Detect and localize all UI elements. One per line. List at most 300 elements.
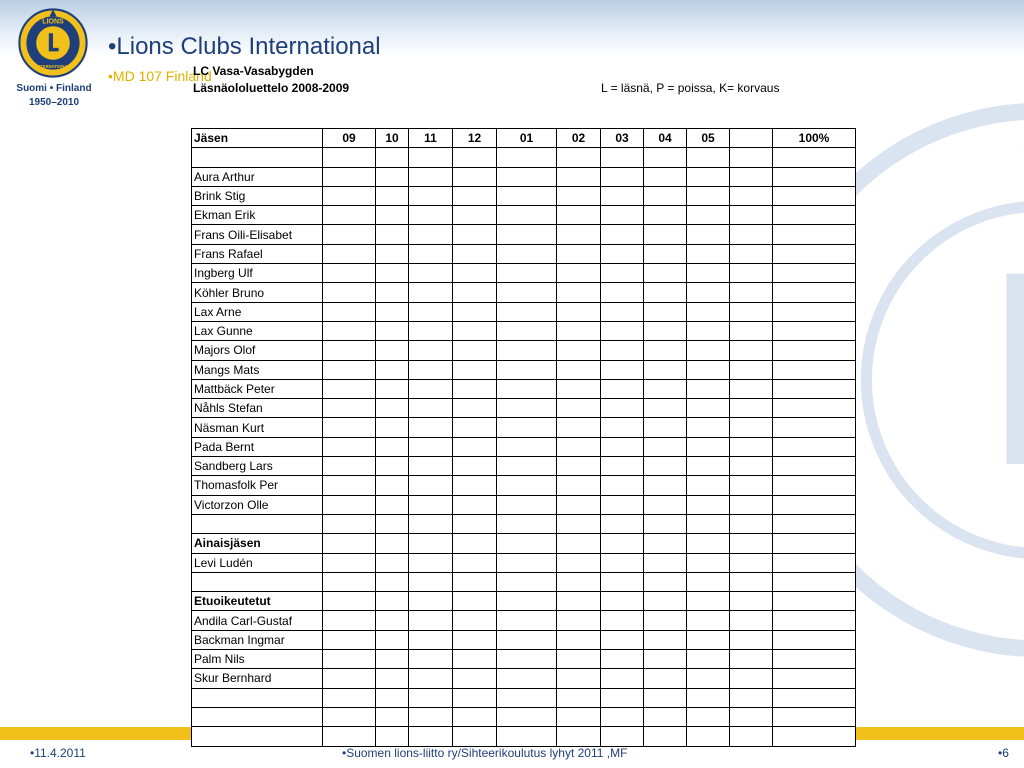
attendance-cell	[687, 283, 730, 302]
attendance-cell	[644, 592, 687, 611]
attendance-cell	[409, 264, 453, 283]
attendance-cell	[644, 418, 687, 437]
attendance-cell	[687, 553, 730, 572]
table-row	[192, 437, 856, 456]
attendance-cell	[773, 476, 856, 495]
attendance-cell	[601, 688, 644, 707]
attendance-cell	[773, 264, 856, 283]
attendance-cell	[730, 669, 773, 688]
attendance-cell	[644, 457, 687, 476]
attendance-cell	[323, 688, 376, 707]
attendance-cell	[409, 592, 453, 611]
member-name-cell: Levi Ludén	[192, 553, 323, 572]
club-name: LC Vasa-Vasabygden	[193, 64, 314, 78]
table-row	[192, 727, 856, 746]
attendance-cell	[687, 341, 730, 360]
attendance-cell	[773, 399, 856, 418]
attendance-cell	[644, 534, 687, 553]
attendance-cell	[730, 553, 773, 572]
attendance-cell	[323, 553, 376, 572]
attendance-cell	[773, 302, 856, 321]
attendance-cell	[323, 399, 376, 418]
attendance-cell	[497, 611, 557, 630]
attendance-cell	[557, 457, 601, 476]
attendance-cell	[453, 630, 497, 649]
attendance-cell	[601, 225, 644, 244]
attendance-cell	[376, 553, 409, 572]
attendance-cell	[376, 418, 409, 437]
attendance-cell	[323, 514, 376, 533]
attendance-cell	[644, 379, 687, 398]
attendance-cell	[601, 244, 644, 263]
attendance-cell	[601, 186, 644, 205]
attendance-cell	[323, 206, 376, 225]
attendance-cell	[773, 283, 856, 302]
attendance-cell	[601, 514, 644, 533]
logo-years: 1950–2010	[28, 97, 80, 108]
attendance-cell	[557, 688, 601, 707]
attendance-cell	[730, 283, 773, 302]
attendance-cell	[453, 360, 497, 379]
table-row	[192, 669, 856, 688]
attendance-cell	[453, 148, 497, 167]
attendance-cell	[453, 341, 497, 360]
attendance-cell	[644, 341, 687, 360]
attendance-cell	[557, 283, 601, 302]
logo-text: LIONS	[42, 18, 64, 26]
attendance-cell	[376, 283, 409, 302]
attendance-cell	[601, 148, 644, 167]
column-header	[730, 129, 773, 148]
attendance-cell	[730, 244, 773, 263]
attendance-cell	[557, 630, 601, 649]
attendance-cell	[453, 321, 497, 340]
attendance-cell	[409, 630, 453, 649]
member-name-cell: Majors Olof	[192, 341, 323, 360]
attendance-cell	[601, 167, 644, 186]
attendance-cell	[409, 476, 453, 495]
attendance-cell	[323, 630, 376, 649]
attendance-cell	[644, 399, 687, 418]
table-row	[192, 379, 856, 398]
column-header: 03	[601, 129, 644, 148]
column-header: 12	[453, 129, 497, 148]
attendance-cell	[497, 379, 557, 398]
attendance-cell	[453, 437, 497, 456]
attendance-cell	[376, 727, 409, 746]
attendance-cell	[644, 206, 687, 225]
attendance-cell	[557, 572, 601, 591]
attendance-cell	[601, 553, 644, 572]
attendance-cell	[644, 476, 687, 495]
attendance-cell	[376, 321, 409, 340]
attendance-cell	[601, 379, 644, 398]
logo-caption	[8, 82, 100, 110]
attendance-cell	[773, 630, 856, 649]
attendance-cell	[773, 592, 856, 611]
attendance-cell	[409, 572, 453, 591]
member-name-cell	[192, 572, 323, 591]
attendance-cell	[687, 379, 730, 398]
table-row	[192, 225, 856, 244]
attendance-cell	[376, 707, 409, 726]
attendance-cell	[376, 457, 409, 476]
attendance-cell	[557, 186, 601, 205]
attendance-cell	[323, 495, 376, 514]
attendance-cell	[323, 437, 376, 456]
attendance-cell	[730, 341, 773, 360]
attendance-cell	[773, 611, 856, 630]
attendance-cell	[497, 592, 557, 611]
table-row	[192, 399, 856, 418]
attendance-cell	[323, 283, 376, 302]
table-row	[192, 167, 856, 186]
attendance-cell	[497, 727, 557, 746]
attendance-cell	[323, 572, 376, 591]
attendance-cell	[687, 225, 730, 244]
attendance-cell	[497, 244, 557, 263]
member-name-cell: Nåhls Stefan	[192, 399, 323, 418]
attendance-cell	[409, 186, 453, 205]
attendance-cell	[497, 437, 557, 456]
attendance-cell	[687, 360, 730, 379]
attendance-cell	[601, 399, 644, 418]
attendance-cell	[730, 379, 773, 398]
member-name-cell: Backman Ingmar	[192, 630, 323, 649]
attendance-cell	[409, 650, 453, 669]
attendance-cell	[644, 688, 687, 707]
attendance-cell	[453, 572, 497, 591]
page-number: •6	[998, 746, 1009, 760]
attendance-cell	[409, 611, 453, 630]
attendance-cell	[730, 148, 773, 167]
attendance-cell	[730, 167, 773, 186]
table-row	[192, 553, 856, 572]
attendance-cell	[453, 688, 497, 707]
attendance-cell	[323, 148, 376, 167]
attendance-cell	[557, 476, 601, 495]
slide-title: •Lions Clubs International	[108, 33, 381, 60]
attendance-cell	[601, 630, 644, 649]
attendance-cell	[323, 264, 376, 283]
attendance-cell	[687, 650, 730, 669]
attendance-cell	[644, 360, 687, 379]
attendance-cell	[497, 167, 557, 186]
attendance-cell	[497, 225, 557, 244]
attendance-cell	[730, 476, 773, 495]
attendance-cell	[644, 321, 687, 340]
attendance-cell	[409, 379, 453, 398]
attendance-cell	[557, 514, 601, 533]
attendance-cell	[323, 225, 376, 244]
attendance-cell	[409, 341, 453, 360]
attendance-cell	[409, 418, 453, 437]
attendance-cell	[409, 495, 453, 514]
attendance-cell	[497, 264, 557, 283]
attendance-table	[191, 128, 856, 747]
attendance-cell	[323, 186, 376, 205]
attendance-cell	[557, 148, 601, 167]
attendance-cell	[453, 167, 497, 186]
attendance-cell	[687, 418, 730, 437]
attendance-cell	[773, 379, 856, 398]
attendance-cell	[497, 630, 557, 649]
attendance-cell	[453, 553, 497, 572]
attendance-cell	[557, 611, 601, 630]
attendance-cell	[497, 669, 557, 688]
attendance-cell	[453, 283, 497, 302]
attendance-cell	[601, 341, 644, 360]
member-name-cell	[192, 688, 323, 707]
attendance-cell	[497, 553, 557, 572]
attendance-cell	[409, 148, 453, 167]
attendance-cell	[773, 534, 856, 553]
attendance-cell	[687, 206, 730, 225]
attendance-cell	[409, 244, 453, 263]
attendance-cell	[323, 379, 376, 398]
attendance-cell	[557, 553, 601, 572]
attendance-cell	[557, 321, 601, 340]
attendance-cell	[601, 437, 644, 456]
attendance-cell	[644, 727, 687, 746]
lions-logo-icon	[18, 8, 88, 78]
attendance-cell	[453, 592, 497, 611]
attendance-cell	[644, 669, 687, 688]
attendance-cell	[323, 244, 376, 263]
attendance-cell	[644, 495, 687, 514]
column-header-member: Jäsen	[192, 129, 323, 148]
member-name-cell: Brink Stig	[192, 186, 323, 205]
attendance-cell	[687, 630, 730, 649]
attendance-cell	[323, 592, 376, 611]
attendance-cell	[376, 611, 409, 630]
member-name-cell: Ainaisjäsen	[192, 534, 323, 553]
attendance-cell	[497, 514, 557, 533]
member-name-cell: Mangs Mats	[192, 360, 323, 379]
attendance-cell	[323, 534, 376, 553]
attendance-cell	[687, 148, 730, 167]
attendance-cell	[376, 650, 409, 669]
column-header: 11	[409, 129, 453, 148]
table-row	[192, 495, 856, 514]
attendance-cell	[453, 534, 497, 553]
table-row	[192, 283, 856, 302]
attendance-cell	[323, 457, 376, 476]
attendance-cell	[557, 669, 601, 688]
attendance-cell	[453, 457, 497, 476]
attendance-cell	[557, 341, 601, 360]
member-name-cell: Palm Nils	[192, 650, 323, 669]
attendance-cell	[773, 341, 856, 360]
attendance-cell	[730, 592, 773, 611]
attendance-cell	[323, 418, 376, 437]
attendance-cell	[453, 650, 497, 669]
logo-ring-text: INTERNATIONAL	[36, 64, 70, 70]
attendance-cell	[409, 727, 453, 746]
attendance-cell	[453, 244, 497, 263]
attendance-cell	[376, 592, 409, 611]
attendance-cell	[644, 514, 687, 533]
attendance-cell	[497, 650, 557, 669]
attendance-cell	[409, 399, 453, 418]
table-row	[192, 244, 856, 263]
attendance-cell	[453, 418, 497, 437]
table-row	[192, 650, 856, 669]
attendance-cell	[601, 476, 644, 495]
attendance-cell	[453, 707, 497, 726]
attendance-cell	[730, 650, 773, 669]
table-row	[192, 534, 856, 553]
member-name-cell: Köhler Bruno	[192, 283, 323, 302]
attendance-cell	[773, 495, 856, 514]
logo-country: Suomi • Finland	[16, 83, 92, 94]
attendance-cell	[730, 457, 773, 476]
attendance-cell	[644, 264, 687, 283]
attendance-list-title: Läsnäololuettelo 2008-2009	[193, 81, 350, 95]
table-row	[192, 302, 856, 321]
table-row	[192, 592, 856, 611]
attendance-cell	[644, 572, 687, 591]
attendance-cell	[557, 418, 601, 437]
attendance-cell	[644, 553, 687, 572]
attendance-cell	[644, 283, 687, 302]
attendance-cell	[773, 321, 856, 340]
attendance-cell	[557, 206, 601, 225]
column-header: 09	[323, 129, 376, 148]
attendance-cell	[730, 688, 773, 707]
attendance-cell	[497, 476, 557, 495]
attendance-cell	[497, 148, 557, 167]
table-row	[192, 341, 856, 360]
attendance-cell	[601, 592, 644, 611]
attendance-cell	[773, 206, 856, 225]
member-name-cell: Victorzon Olle	[192, 495, 323, 514]
attendance-cell	[601, 534, 644, 553]
attendance-cell	[557, 167, 601, 186]
attendance-cell	[376, 572, 409, 591]
attendance-cell	[376, 206, 409, 225]
attendance-cell	[409, 707, 453, 726]
attendance-cell	[730, 572, 773, 591]
attendance-cell	[773, 572, 856, 591]
attendance-cell	[601, 457, 644, 476]
member-name-cell: Lax Gunne	[192, 321, 323, 340]
attendance-cell	[557, 399, 601, 418]
member-name-cell: Etuoikeutetut	[192, 592, 323, 611]
member-name-cell	[192, 514, 323, 533]
attendance-cell	[376, 669, 409, 688]
attendance-cell	[773, 225, 856, 244]
attendance-cell	[730, 186, 773, 205]
table-row	[192, 707, 856, 726]
table-row	[192, 321, 856, 340]
attendance-cell	[730, 495, 773, 514]
attendance-cell	[376, 476, 409, 495]
footer-text: •Suomen lions-liitto ry/Sihteerikoulutus lyhyt 2011 ,MF	[342, 746, 628, 760]
attendance-cell	[453, 225, 497, 244]
attendance-cell	[601, 418, 644, 437]
attendance-cell	[687, 321, 730, 340]
member-name-cell: Ekman Erik	[192, 206, 323, 225]
attendance-cell	[687, 669, 730, 688]
attendance-cell	[409, 669, 453, 688]
member-name-cell	[192, 148, 323, 167]
column-header: 04	[644, 129, 687, 148]
attendance-cell	[773, 707, 856, 726]
attendance-cell	[323, 167, 376, 186]
attendance-cell	[557, 534, 601, 553]
attendance-cell	[773, 360, 856, 379]
attendance-cell	[730, 437, 773, 456]
attendance-cell	[497, 495, 557, 514]
member-name-cell: Sandberg Lars	[192, 457, 323, 476]
attendance-cell	[644, 630, 687, 649]
attendance-cell	[409, 225, 453, 244]
member-name-cell: Pada Bernt	[192, 437, 323, 456]
attendance-cell	[497, 206, 557, 225]
attendance-cell	[376, 264, 409, 283]
attendance-cell	[644, 186, 687, 205]
attendance-cell	[687, 534, 730, 553]
attendance-cell	[453, 302, 497, 321]
attendance-cell	[730, 534, 773, 553]
attendance-cell	[376, 148, 409, 167]
attendance-cell	[557, 264, 601, 283]
attendance-cell	[557, 225, 601, 244]
attendance-cell	[601, 707, 644, 726]
attendance-cell	[323, 321, 376, 340]
attendance-cell	[497, 283, 557, 302]
attendance-cell	[687, 572, 730, 591]
attendance-cell	[497, 688, 557, 707]
table-row	[192, 148, 856, 167]
attendance-cell	[497, 341, 557, 360]
attendance-cell	[376, 360, 409, 379]
table-row	[192, 688, 856, 707]
column-header: 100%	[773, 129, 856, 148]
attendance-cell	[687, 167, 730, 186]
column-header: 10	[376, 129, 409, 148]
attendance-cell	[497, 360, 557, 379]
table-row	[192, 572, 856, 591]
attendance-cell	[773, 553, 856, 572]
attendance-cell	[557, 707, 601, 726]
attendance-cell	[557, 302, 601, 321]
attendance-cell	[687, 302, 730, 321]
member-name-cell: Ingberg Ulf	[192, 264, 323, 283]
attendance-cell	[644, 225, 687, 244]
attendance-cell	[409, 514, 453, 533]
attendance-cell	[601, 669, 644, 688]
attendance-cell	[644, 437, 687, 456]
attendance-cell	[773, 148, 856, 167]
attendance-cell	[376, 225, 409, 244]
attendance-cell	[601, 360, 644, 379]
attendance-cell	[687, 495, 730, 514]
attendance-cell	[409, 283, 453, 302]
attendance-cell	[497, 186, 557, 205]
slide-subtitle: •MD 107 Finland	[108, 68, 212, 84]
attendance-cell	[409, 553, 453, 572]
attendance-cell	[409, 688, 453, 707]
attendance-cell	[376, 534, 409, 553]
attendance-cell	[557, 592, 601, 611]
member-name-cell: Mattbäck Peter	[192, 379, 323, 398]
column-header: 05	[687, 129, 730, 148]
attendance-cell	[730, 321, 773, 340]
attendance-cell	[409, 437, 453, 456]
attendance-cell	[730, 418, 773, 437]
